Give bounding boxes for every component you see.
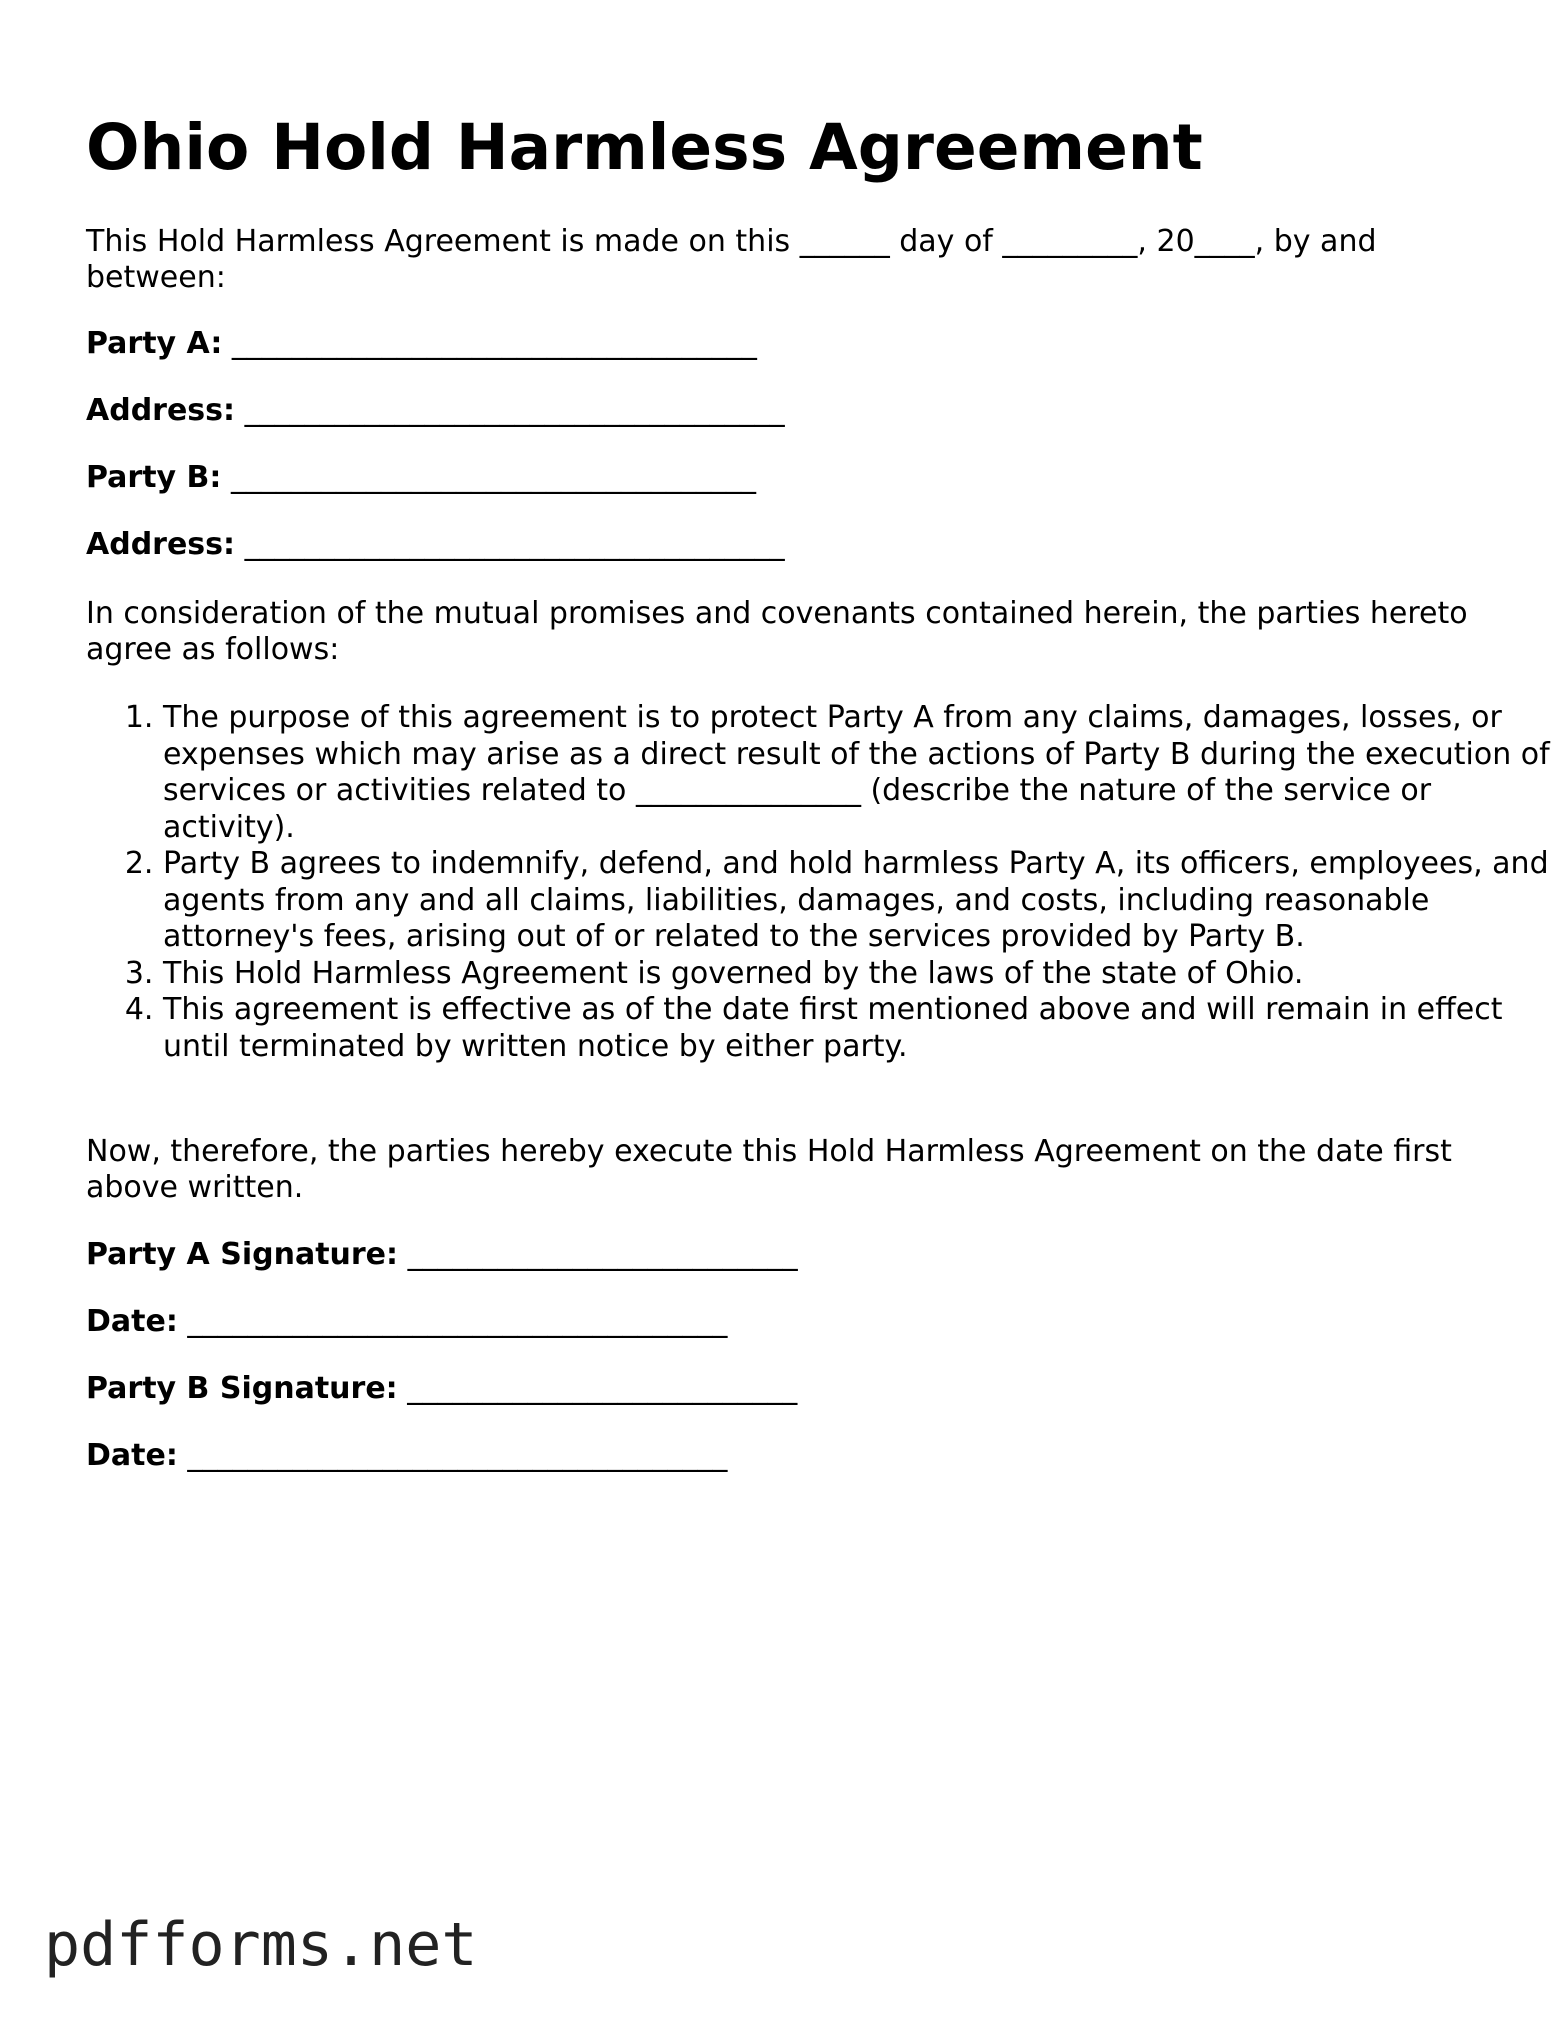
party-a-address-label: Address:: [86, 393, 236, 428]
closing-paragraph: Now, therefore, the parties hereby execute this Hold Harmless Agreement on the date first above written.: [86, 1134, 1452, 1205]
party-b-address-label: Address:: [86, 527, 236, 562]
party-a-date-label: Date:: [86, 1304, 178, 1339]
consideration-paragraph: In consideration of the mutual promises and covenants contained herein, the parties hereto agree as follows:: [86, 596, 1468, 667]
party-a-signature-label: Party A Signature:: [86, 1237, 399, 1272]
party-b-address-blank[interactable]: ____________________________________: [244, 527, 785, 562]
party-b-date-blank[interactable]: ____________________________________: [187, 1438, 728, 1473]
term-item: 2. Party B agrees to indemnify, defend, and hold harmless Party A, its officers, employees, and agents from any and all claims, liabilities, damages, and costs, including reasonable attorney's fees, arising out of or related to the services provided by Party B.: [163, 846, 1563, 956]
party-a-label: Party A:: [86, 326, 223, 361]
party-a-blank[interactable]: ___________________________________: [231, 326, 757, 361]
watermark: pdfforms.net: [44, 1910, 478, 1980]
party-a-field[interactable]: [86, 326, 757, 362]
term-item: 3. This Hold Harmless Agreement is governed by the laws of the state of Ohio.: [163, 956, 1563, 993]
party-b-date-label: Date:: [86, 1438, 178, 1473]
party-a-date-blank[interactable]: ____________________________________: [187, 1304, 728, 1339]
party-b-signature-label: Party B Signature:: [86, 1371, 398, 1406]
party-a-address-field[interactable]: [86, 393, 785, 429]
party-b-address-field[interactable]: [86, 527, 785, 563]
party-b-date-field[interactable]: [86, 1438, 727, 1474]
terms-list: [86, 700, 1563, 1065]
party-b-field[interactable]: [86, 460, 756, 496]
party-a-signature-field[interactable]: [86, 1237, 798, 1273]
party-b-signature-field[interactable]: [86, 1371, 797, 1407]
document-title: Ohio Hold Harmless Agreement: [86, 111, 1203, 184]
party-b-signature-blank[interactable]: __________________________: [407, 1371, 798, 1406]
party-a-date-field[interactable]: [86, 1304, 727, 1340]
party-a-signature-blank[interactable]: __________________________: [407, 1237, 798, 1272]
party-b-label: Party B:: [86, 460, 222, 495]
term-item: 4. This agreement is effective as of the date first mentioned above and will remain in effect until terminated by written notice by either party.: [163, 992, 1563, 1065]
party-b-blank[interactable]: ___________________________________: [230, 460, 756, 495]
party-a-address-blank[interactable]: ____________________________________: [244, 393, 785, 428]
term-item: 1. The purpose of this agreement is to protect Party A from any claims, damages, losses, or expenses which may arise as a direct result of the actions of Party B during the execution of services or activities related to _______________ (describe the nature of the service or activity).: [163, 700, 1563, 846]
intro-paragraph: This Hold Harmless Agreement is made on this ______ day of _________, 20____, by and between:: [86, 224, 1377, 295]
